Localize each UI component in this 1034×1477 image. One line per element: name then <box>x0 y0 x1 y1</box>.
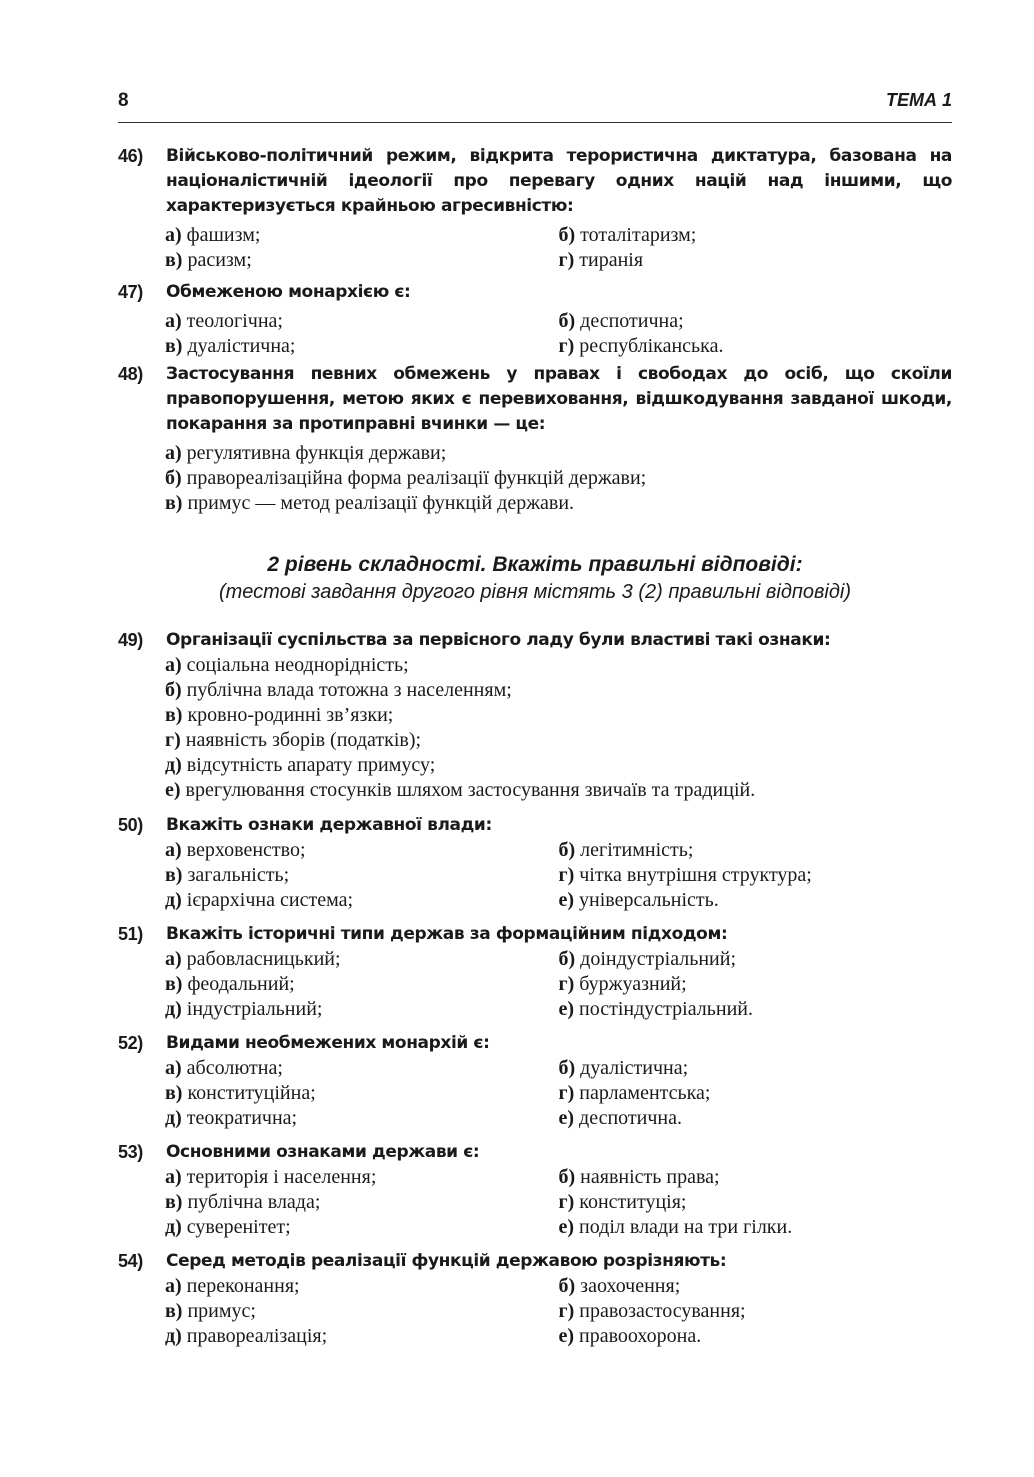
option: в) публічна влада; <box>165 1191 321 1213</box>
question-text: Вкажіть ознаки державної влади: <box>166 815 492 835</box>
option: а) соціальна неоднорідність; <box>165 654 409 676</box>
question-50 <box>118 813 952 913</box>
option: д) індустріальний; <box>165 998 323 1020</box>
option: д) правореалізація; <box>165 1325 328 1347</box>
question-49 <box>118 628 952 803</box>
question-number: 50) <box>118 815 143 835</box>
option: д) суверенітет; <box>165 1216 291 1238</box>
option: в) примус; <box>165 1300 256 1322</box>
page-header <box>118 88 952 123</box>
option: б) наявність права; <box>558 1166 720 1188</box>
section-heading <box>118 550 952 606</box>
option: г) конституція; <box>558 1191 687 1213</box>
section-subtitle: (тестові завдання другого рівня містять 3 (2) правильні відповіді) <box>218 581 852 603</box>
option: в) расизм; <box>165 249 252 271</box>
question-text: Військово-політичний режим, відкрита терористична диктатура, базована на націоналістичній ідеології про перевагу одних націй над іншими, що характеризується крайньою агресивністю: <box>166 146 952 216</box>
option: а) фашизм; <box>165 224 261 246</box>
option: в) кровно-родинні зв’язки; <box>165 704 394 726</box>
option: е) деспотична. <box>558 1107 682 1129</box>
option: г) республіканська. <box>558 335 724 357</box>
question-52 <box>118 1031 952 1131</box>
option: а) регулятивна функція держави; <box>165 442 447 464</box>
option: а) переконання; <box>165 1275 300 1297</box>
question-47 <box>118 280 952 359</box>
question-text: Видами необмежених монархій є: <box>166 1033 490 1053</box>
option: г) чітка внутрішня структура; <box>558 864 812 886</box>
option: б) публічна влада тотожна з населенням; <box>165 679 512 701</box>
question-46 <box>118 144 952 273</box>
option: е) врегулювання стосунків шляхом застосування звичаїв та традицій. <box>165 779 756 801</box>
options-list <box>118 309 952 359</box>
option: д) теократична; <box>165 1107 298 1129</box>
option: д) відсутність апарату примусу; <box>165 754 436 776</box>
question-number: 48) <box>118 364 143 384</box>
option: а) рабовласницький; <box>165 948 341 970</box>
options-list <box>118 441 952 516</box>
option: г) парламентська; <box>558 1082 711 1104</box>
options-list <box>118 223 952 273</box>
option: е) правоохорона. <box>558 1325 702 1347</box>
question-number: 54) <box>118 1251 143 1271</box>
option: е) поділ влади на три гілки. <box>558 1216 793 1238</box>
option: б) деспотична; <box>558 310 684 332</box>
question-text: Серед методів реалізації функцій державою розрізняють: <box>166 1251 727 1271</box>
option: а) абсолютна; <box>165 1057 283 1079</box>
question-number: 52) <box>118 1033 143 1053</box>
option: б) заохочення; <box>558 1275 681 1297</box>
option: г) наявність зборів (податків); <box>165 729 422 751</box>
page-number: 8 <box>118 90 129 111</box>
options-list <box>118 838 952 913</box>
option: д) ієрархічна система; <box>165 889 354 911</box>
option: б) тоталітаризм; <box>558 224 697 246</box>
question-text: Основними ознаками держави є: <box>166 1142 480 1162</box>
question-number: 53) <box>118 1142 143 1162</box>
options-list <box>118 653 952 803</box>
question-53 <box>118 1140 952 1240</box>
options-list <box>118 1056 952 1131</box>
option: б) правореалізаційна форма реалізації функцій держави; <box>165 467 647 489</box>
options-list <box>118 1274 952 1349</box>
question-text: Застосування певних обмежень у правах і свободах до осіб, що скоїли правопорушення, метою яких є перевиховання, відшкодування завданої шкоди, покарання за протиправні вчинки — це: <box>166 364 952 434</box>
option: г) буржуазний; <box>558 973 687 995</box>
option: б) доіндустріальний; <box>558 948 737 970</box>
option: г) тиранія <box>558 249 644 271</box>
options-list <box>118 947 952 1022</box>
option: в) конституційна; <box>165 1082 316 1104</box>
option: е) універсальність. <box>558 889 719 911</box>
section-title: 2 рівень складності. Вкажіть правильні відповіді: <box>267 553 803 576</box>
question-number: 49) <box>118 630 143 650</box>
question-number: 51) <box>118 924 143 944</box>
topic-title: ТЕМА 1 <box>885 90 952 110</box>
question-number: 47) <box>118 282 143 302</box>
option: в) загальність; <box>165 864 290 886</box>
option: в) дуалістична; <box>165 335 296 357</box>
question-text: Організації суспільства за первісного ладу були властиві такі ознаки: <box>166 630 831 650</box>
option: а) верховенство; <box>165 839 306 861</box>
option: в) примус — метод реалізації функцій держави. <box>165 492 575 514</box>
question-51 <box>118 922 952 1022</box>
option: г) правозастосування; <box>558 1300 746 1322</box>
question-54 <box>118 1249 952 1349</box>
question-text: Обмеженою монархією є: <box>166 282 411 302</box>
question-number: 46) <box>118 146 143 166</box>
option: б) легітимність; <box>558 839 694 861</box>
option: в) феодальний; <box>165 973 295 995</box>
options-list <box>118 1165 952 1240</box>
question-text: Вкажіть історичні типи держав за формаційним підходом: <box>166 924 728 944</box>
option: а) теологічна; <box>165 310 283 332</box>
option: а) територія і населення; <box>165 1166 377 1188</box>
question-48 <box>118 362 952 516</box>
option: е) постіндустріальний. <box>558 998 753 1020</box>
option: б) дуалістична; <box>558 1057 689 1079</box>
